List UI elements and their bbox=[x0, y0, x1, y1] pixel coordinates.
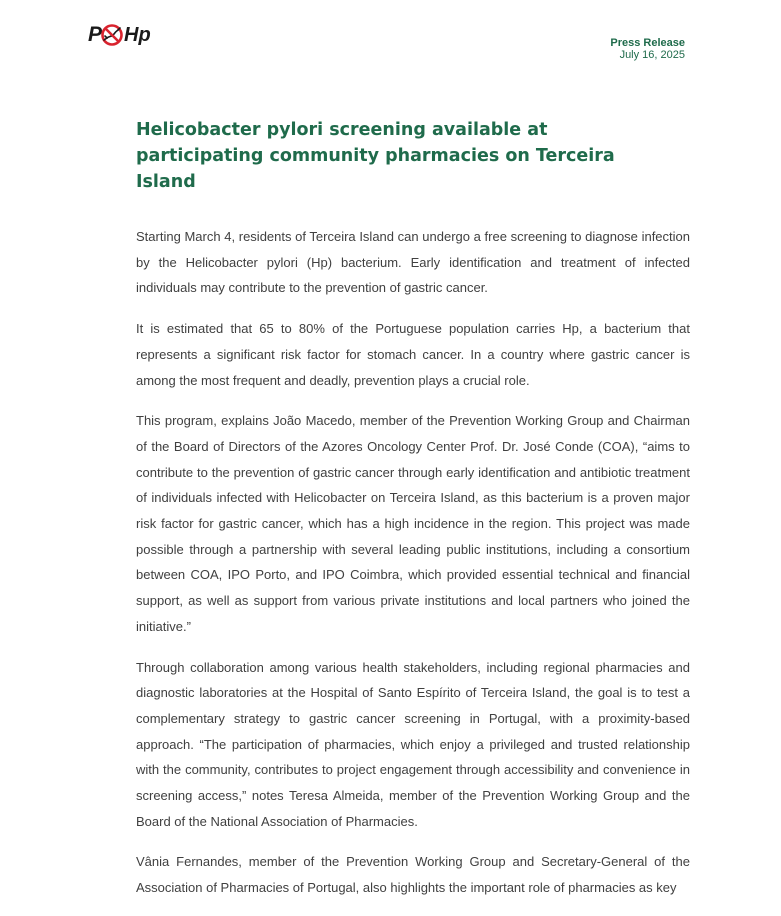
paragraph-3: This program, explains João Macedo, member of the Prevention Working Group and Chairman of the Board of Directors of the Azores Oncology Center Prof. Dr. José Conde (COA), “aims to contribute to the prevention of gastric cancer through early identification and antibiotic treatment of individuals infected with Helicobacter on Terceira Island, as this bacterium is a proven major risk factor for gastric cancer, which has a high incidence in the region. This project was made possible through a partnership with several leading public institutions, including a consortium between COA, IPO Porto, and IPO Coimbra, which provided essential technical and financial support, as well as support from various private institutions and local partners who joined the initiative.” bbox=[136, 413, 690, 634]
headline: Helicobacter pylori screening available at participating community pharmacies on Terceira Island bbox=[136, 120, 615, 192]
press-release-label: Press Release bbox=[610, 37, 685, 49]
paragraph-2: It is estimated that 65 to 80% of the Portuguese population carries Hp, a bacterium that represents a significant risk factor for stomach cancer. In a country where gastric cancer is among the most frequent and deadly, prevention plays a crucial role. bbox=[136, 321, 690, 388]
paragraph-4: Through collaboration among various health stakeholders, including regional pharmacies and diagnostic laboratories at the Hospital of Santo Espírito of Terceira Island, the goal is to test a complementary strategy to gastric cancer screening in Portugal, with a proximity-based approach. “The participation of pharmacies, which enjoy a privileged and trusted relationship with the community, contributes to project engagement through accessibility and convenience in screening access,” notes Teresa Almeida, member of the Prevention Working Group and the Board of the National Association of Pharmacies. bbox=[136, 659, 690, 829]
article-body bbox=[136, 224, 690, 916]
bacterium-prohibited-icon bbox=[100, 23, 124, 47]
press-release-date: July 16, 2025 bbox=[619, 49, 685, 61]
logo-letter-p: P bbox=[88, 23, 103, 46]
paragraph-1: Starting March 4, residents of Terceira Island can undergo a free screening to diagnose infection by the Helicobacter pylori (Hp) bacterium. Early identification and treatment of infected individuals may contribute to the prevention of gastric cancer. bbox=[136, 229, 690, 296]
press-release-block bbox=[610, 37, 685, 61]
logo-letters-hp: Hp bbox=[124, 24, 151, 46]
logo bbox=[88, 22, 151, 48]
paragraph-5: Vânia Fernandes, member of the Prevention Working Group and Secretary-General of the Association of Pharmacies of Portugal, also highlights the important role of pharmacies as key bbox=[136, 854, 690, 896]
